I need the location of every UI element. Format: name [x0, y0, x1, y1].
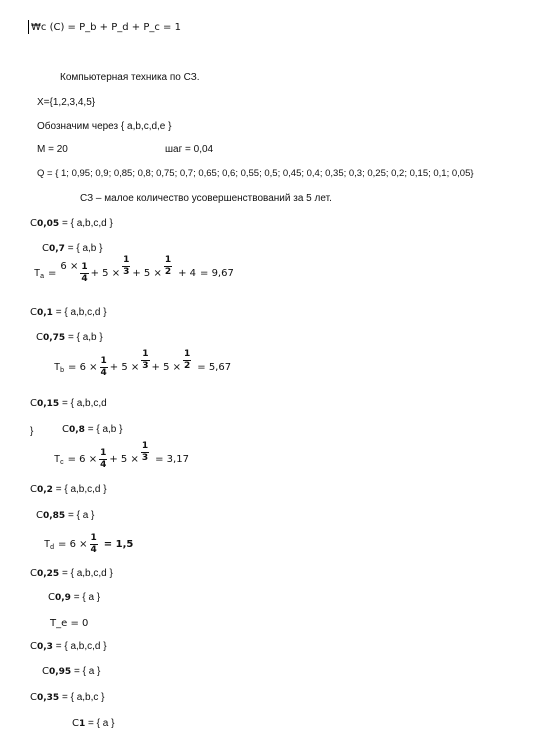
closing-brace: } [30, 426, 34, 437]
c-line-0-85: C0,85 = { a } [36, 510, 95, 521]
c-line-0-7: C0,7 = { a,b } [42, 243, 103, 254]
m-value: М = 20 [37, 144, 68, 155]
formula-ta: $T_a$ = 6 × $\frac{1}{4}$ + 5 × $\frac{1}{3}$ + 5 × $\frac{1}{2}$ + 4 = 9,67 [34, 255, 234, 284]
c-line-0-15: C0,15 = { a,b,c,d [30, 398, 107, 409]
formula-td: $T_d$ = 6 × $\frac{1}{4}$ = 1,5 [44, 533, 134, 555]
c-line-0-8: C0,8 = { a,b } [62, 424, 123, 435]
sz-note: СЗ – малое количество усовершенствований за 5 лет. [80, 193, 332, 204]
c-line-0-25: C0,25 = { a,b,c,d } [30, 568, 113, 579]
c-line-0-75: C0,75 = { a,b } [36, 332, 103, 343]
c-line-0-9: C0,9 = { a } [48, 592, 101, 603]
q-series: Q = { 1; 0,95; 0,9; 0,85; 0,8; 0,75; 0,7; 0,65; 0,6; 0,55; 0,5; 0,45; 0,4; 0,35; 0,3; 0,25; 0,2; 0,15; 0,1; 0,05} [37, 168, 474, 179]
c-line-0-1: C0,1 = { a,b,c,d } [30, 307, 107, 318]
c-line-0-2: C0,2 = { a,b,c,d } [30, 484, 107, 495]
c-line-0-35: C0,35 = { a,b,c } [30, 692, 105, 703]
c-line-0-05: C0,05 = { a,b,c,d } [30, 218, 113, 229]
step: шаг = 0,04 [165, 144, 214, 155]
text-cursor [28, 20, 29, 34]
c-line-1: C1 = { a } [72, 718, 115, 729]
title: Компьютерная техника по СЗ. [60, 72, 200, 83]
formula-tb: $T_b$ = 6 × $\frac{1}{4}$ + 5 × $\frac{1}{3}$ + 5 × $\frac{1}{2}$ = 5,67 [54, 349, 232, 378]
c-line-0-95: C0,95 = { a } [42, 666, 101, 677]
c-line-0-3: C0,3 = { a,b,c,d } [30, 641, 107, 652]
x-set: X={1,2,3,4,5} [37, 97, 96, 108]
te-formula: T_e = 0 [50, 618, 89, 629]
formula-tc: $T_c$ = 6 × $\frac{1}{4}$ + 5 × $\frac{1}{3}$ = 3,17 [54, 441, 189, 470]
header-formula: ₩c (С) = P_b + P_d + P_c = 1 [31, 22, 181, 33]
notation: Обозначим через { a,b,c,d,e } [37, 121, 172, 132]
